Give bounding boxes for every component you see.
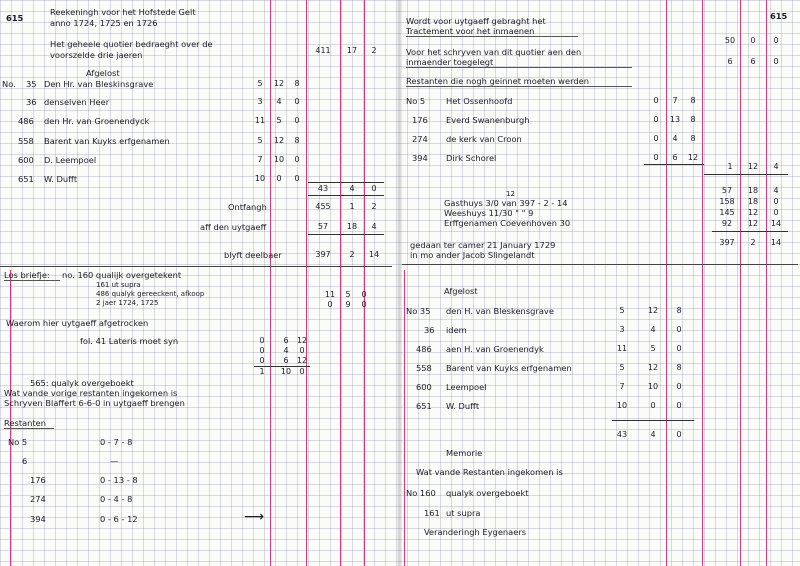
left-blyft-stuivers: 2 xyxy=(349,250,355,259)
row-number: 394 xyxy=(412,153,428,163)
fol-sum-guilders: 1 xyxy=(259,367,265,376)
left-rule-4 xyxy=(364,0,365,566)
left-note-line-1: Het geheele quotier bedraeght over de xyxy=(50,39,213,49)
row-guilders: 3 xyxy=(257,97,263,106)
gasthuys-line: Gasthuys 3/0 van 397 - 2 - 14 xyxy=(444,198,568,208)
left-title-line-2: anno 1724, 1725 en 1726 xyxy=(50,18,158,28)
left-note-line-2: voorszelde drie jaeren xyxy=(50,50,143,60)
memorie-heading: Memorie xyxy=(446,448,483,458)
row-number: 274 xyxy=(412,134,428,144)
memorie-2-text: ut supra xyxy=(446,508,481,518)
rest-value: 0 - 4 - 8 xyxy=(100,494,133,504)
row-number: 176 xyxy=(412,115,428,125)
gedaan-line: gedaan ter camer 21 January 1729 xyxy=(410,240,556,250)
fol-row-2-guilders: 0 xyxy=(259,346,265,355)
row-name: Leempoel xyxy=(446,382,487,392)
row-name: aen H. van Groenendyk xyxy=(446,344,544,354)
col-row-2-stuivers: 18 xyxy=(747,197,759,206)
restanten-heading: Restanten xyxy=(4,418,47,428)
left-uytgaeff-label: aff den uytgaeff xyxy=(200,222,267,232)
row-number: 35 xyxy=(26,79,37,89)
fol-line: fol. 41 Lateris moet syn xyxy=(80,336,179,346)
fol-row-1-penningen: 12 xyxy=(296,336,308,345)
los-value-1-penningen: 0 xyxy=(361,290,367,299)
row-guilders: 5 xyxy=(619,306,625,315)
row-name: Barent van Kuyks erfgenamen xyxy=(446,363,572,373)
los-line-4: 2 jaer 1724, 1725 xyxy=(96,299,159,307)
col-row-1-guilders: 57 xyxy=(721,186,733,195)
row-number: 558 xyxy=(416,363,432,373)
right-sum-penningen: 0 xyxy=(676,430,682,439)
row-name: Dirk Schorel xyxy=(446,153,497,163)
rest-number: 394 xyxy=(30,514,46,524)
row-penningen: 0 xyxy=(294,174,300,183)
right-rest-total-stuivers: 12 xyxy=(747,162,759,171)
left-afgelost-heading: Afgelost xyxy=(86,68,120,78)
weeshuys-line: Weeshuys 11/30 " " 9 xyxy=(444,208,534,218)
left-total-penningen: 2 xyxy=(371,46,377,55)
right-rest-sum-rule xyxy=(644,164,704,165)
right-v1-guilders: 50 xyxy=(724,36,736,45)
row-penningen: 0 xyxy=(676,344,682,353)
row-number: 558 xyxy=(18,136,34,146)
left-blyft-guilders: 397 xyxy=(315,250,331,259)
right-v2-penningen: 0 xyxy=(773,57,779,66)
right-rule-3 xyxy=(740,0,741,566)
left-section-divider xyxy=(0,266,392,267)
right-line-2-underline xyxy=(406,36,578,37)
rest-value: — xyxy=(110,456,119,466)
col-row-2-guilders: 158 xyxy=(719,197,735,206)
los-value-2-guilders: 0 xyxy=(327,300,333,309)
left-ontfangh-guilders: 455 xyxy=(315,202,331,211)
rest-value: 0 - 7 - 8 xyxy=(100,437,133,447)
right-rest-total-penningen: 4 xyxy=(773,162,779,171)
row-stuivers: 10 xyxy=(273,155,285,164)
row-name: Everd Swanenburgh xyxy=(446,115,530,125)
row-number: 36 xyxy=(424,325,435,335)
row-penningen: 8 xyxy=(690,96,696,105)
row-number: No 35 xyxy=(406,306,431,316)
waerom-line: Waerom hier uytgaeff afgetrocken xyxy=(6,318,149,328)
col-row-4-stuivers: 12 xyxy=(747,219,759,228)
book-spine xyxy=(397,0,402,566)
rest-number: No 5 xyxy=(8,437,28,447)
rest-value: 0 - 13 - 8 xyxy=(100,475,138,485)
col-sum-guilders: 397 xyxy=(719,238,735,247)
subtotal-rule-bottom xyxy=(308,195,384,196)
left-uytgaeff-penningen: 4 xyxy=(371,222,377,231)
row-penningen: 12 xyxy=(687,153,699,162)
q565-line-2: Wat vande vorige restanten ingekomen is xyxy=(4,388,178,398)
right-line-1: Wordt voor uytgaeff gebraght het xyxy=(406,16,546,26)
right-rule-1 xyxy=(666,0,667,566)
row-stuivers: 4 xyxy=(672,134,678,143)
right-v1-stuivers: 0 xyxy=(750,36,756,45)
memorie-2-number: 161 xyxy=(424,508,440,518)
los-line-1: no. 160 qualijk overgetekent xyxy=(62,270,182,280)
gasthuys-top-number: 12 xyxy=(506,190,515,198)
row-penningen: 0 xyxy=(294,116,300,125)
right-line-4-underline xyxy=(406,67,632,68)
right-line-3: Voor het schryven van dit quotier aen den xyxy=(406,47,582,57)
right-line-4: inmaender toegelegt xyxy=(406,57,494,67)
col-row-3-guilders: 145 xyxy=(719,208,735,217)
col-row-2-penningen: 0 xyxy=(773,197,779,206)
rest-number: 6 xyxy=(22,456,28,466)
left-uytgaeff-guilders: 57 xyxy=(317,222,329,231)
col-row-4-guilders: 92 xyxy=(721,219,733,228)
los-value-2-stuivers: 9 xyxy=(345,300,351,309)
right-rule-2 xyxy=(702,0,703,566)
left-page-number: 615 xyxy=(6,13,24,23)
row-name: denselven Heer xyxy=(44,97,110,107)
row-stuivers: 4 xyxy=(276,97,282,106)
row-guilders: 7 xyxy=(619,382,625,391)
row-stuivers: 5 xyxy=(650,344,656,353)
fol-row-2-stuivers: 4 xyxy=(283,346,289,355)
row-guilders: 5 xyxy=(257,79,263,88)
row-name: Barent van Kuyks erfgenamen xyxy=(44,136,170,146)
right-sum-guilders: 43 xyxy=(616,430,628,439)
los-line-3: 486 qualyk gereeckent, afkoop xyxy=(96,290,205,298)
memorie-1-text: qualyk overgeboekt xyxy=(446,488,529,498)
row-penningen: 0 xyxy=(676,382,682,391)
row-penningen: 8 xyxy=(676,306,682,315)
right-v2-guilders: 6 xyxy=(727,57,733,66)
row-stuivers: 10 xyxy=(647,382,659,391)
row-name: den Hr. van Groenendyck xyxy=(44,116,150,126)
los-value-1-stuivers: 5 xyxy=(345,290,351,299)
left-total-guilders: 411 xyxy=(315,46,331,55)
row-number: 36 xyxy=(26,97,37,107)
left-subtotal-penningen: 0 xyxy=(371,184,377,193)
rest-value: 0 - 6 - 12 xyxy=(100,514,138,524)
arrow-right-icon: ⟶ xyxy=(244,509,265,525)
right-col-rule-top xyxy=(704,174,788,175)
row-stuivers: 6 xyxy=(672,153,678,162)
fol-row-3-guilders: 0 xyxy=(259,356,265,365)
blyft-rule-top xyxy=(308,234,384,235)
fol-row-3-stuivers: 6 xyxy=(283,356,289,365)
row-guilders: 0 xyxy=(653,115,659,124)
col-row-1-stuivers: 18 xyxy=(747,186,759,195)
row-guilders: 11 xyxy=(616,344,628,353)
col-row-3-stuivers: 12 xyxy=(747,208,759,217)
los-line-2: 161 ut supra xyxy=(96,281,141,289)
row-penningen: 0 xyxy=(294,97,300,106)
row-stuivers: 0 xyxy=(650,401,656,410)
left-ontfangh-stuivers: 1 xyxy=(349,202,355,211)
row-stuivers: 12 xyxy=(647,306,659,315)
right-v1-penningen: 0 xyxy=(773,36,779,45)
left-rule-2 xyxy=(306,0,307,566)
row-stuivers: 13 xyxy=(669,115,681,124)
fol-row-1-guilders: 0 xyxy=(259,336,265,345)
memorie-1-number: No 160 xyxy=(406,488,436,498)
col-row-4-penningen: 14 xyxy=(770,219,782,228)
right-line-2: Tractement voor het inmaenen xyxy=(406,26,535,36)
row-stuivers: 12 xyxy=(273,79,285,88)
right-line-5: Restanten die nogh geinnet moeten werden xyxy=(406,76,589,86)
left-ontfangh-penningen: 2 xyxy=(371,202,377,211)
wat-line: Wat vande Restanten ingekomen is xyxy=(416,467,563,477)
row-name: W. Dufft xyxy=(44,174,78,184)
left-title-line-1: Reekeningh voor het Hofstede Gelt xyxy=(50,7,196,17)
row-penningen: 0 xyxy=(294,155,300,164)
row-penningen: 0 xyxy=(676,325,682,334)
col-sum-penningen: 14 xyxy=(770,238,782,247)
fol-row-3-penningen: 12 xyxy=(296,356,308,365)
row-guilders: 10 xyxy=(254,174,266,183)
row-guilders: 10 xyxy=(616,401,628,410)
row-name: D. Leempoel xyxy=(44,155,97,165)
row-penningen: 8 xyxy=(294,79,300,88)
row-stuivers: 12 xyxy=(273,136,285,145)
left-blyft-penningen: 14 xyxy=(368,250,380,259)
row-name: idem xyxy=(446,325,467,335)
row-number: 600 xyxy=(416,382,432,392)
fol-sum-stuivers: 10 xyxy=(280,367,292,376)
fol-row-2-penningen: 0 xyxy=(299,346,305,355)
row-penningen: 8 xyxy=(690,115,696,124)
row-name: Den Hr. van Bleskinsgrave xyxy=(44,79,154,89)
row-number: 600 xyxy=(18,155,34,165)
los-value-1-guilders: 11 xyxy=(324,290,336,299)
row-penningen: 8 xyxy=(294,136,300,145)
fol-sum-penningen: 0 xyxy=(299,367,305,376)
right-sum-rule xyxy=(612,420,694,421)
los-briefje-label: Los briefje: xyxy=(4,270,50,280)
right-sum-stuivers: 4 xyxy=(650,430,656,439)
row-guilders: 5 xyxy=(619,363,625,372)
left-total-stuivers: 17 xyxy=(346,46,358,55)
left-uytgaeff-stuivers: 18 xyxy=(346,222,358,231)
row-penningen: 0 xyxy=(676,401,682,410)
right-margin-rule xyxy=(404,270,405,566)
row-name: Het Ossenhoofd xyxy=(446,96,513,106)
row-stuivers: 4 xyxy=(650,325,656,334)
restanten-underline xyxy=(4,428,54,429)
row-stuivers: 12 xyxy=(647,363,659,372)
right-afgelost-heading: Afgelost xyxy=(444,286,478,296)
row-number: 651 xyxy=(416,401,432,411)
col-row-3-penningen: 0 xyxy=(773,208,779,217)
row-number: 486 xyxy=(18,116,34,126)
left-subtotal-guilders: 43 xyxy=(317,184,329,193)
row-guilders: 0 xyxy=(653,96,659,105)
los-briefje-underline xyxy=(4,280,60,281)
right-v2-stuivers: 6 xyxy=(750,57,756,66)
rest-number: 274 xyxy=(30,494,46,504)
rest-number: 176 xyxy=(30,475,46,485)
q565-line-3: Schryven Blaffert 6-6-0 in uytgaeff brengen xyxy=(4,398,185,408)
row-number: No 5 xyxy=(406,96,426,106)
row-penningen: 8 xyxy=(690,134,696,143)
row-number: 651 xyxy=(18,174,34,184)
los-value-2-penningen: 0 xyxy=(361,300,367,309)
col-row-1-penningen: 4 xyxy=(773,186,779,195)
row-stuivers: 0 xyxy=(276,174,282,183)
subtotal-rule-top xyxy=(308,182,384,183)
col-sum-rule xyxy=(712,231,788,232)
signature-line: in mo ander Jacob Slingelandt xyxy=(410,250,535,260)
left-subtotal-stuivers: 4 xyxy=(349,184,355,193)
erffgenamen-line: Erffgenamen Coevenhoven 30 xyxy=(444,218,571,228)
left-rule-3 xyxy=(340,0,341,566)
row-name: de kerk van Croon xyxy=(446,134,522,144)
left-ontfangh-label: Ontfangh xyxy=(228,202,267,212)
col-sum-stuivers: 2 xyxy=(750,238,756,247)
row-penningen: 8 xyxy=(676,363,682,372)
row-guilders: 11 xyxy=(254,116,266,125)
row-name: den H. van Bleskensgrave xyxy=(446,306,554,316)
right-rule-4 xyxy=(766,0,767,566)
row-name: W. Dufft xyxy=(446,401,480,411)
row-guilders: 0 xyxy=(653,153,659,162)
q565-line-1: 565: qualyk overgeboekt xyxy=(30,378,134,388)
left-no-label: No. xyxy=(2,79,16,89)
right-line-5-underline xyxy=(406,86,632,87)
right-page-number: 615 xyxy=(770,11,788,21)
row-guilders: 5 xyxy=(257,136,263,145)
left-blyft-label: blyft deelbaer xyxy=(224,250,282,260)
fol-row-1-stuivers: 6 xyxy=(283,336,289,345)
row-stuivers: 5 xyxy=(276,116,282,125)
row-number: 486 xyxy=(416,344,432,354)
row-guilders: 7 xyxy=(257,155,263,164)
right-section-divider xyxy=(402,264,798,265)
right-rest-total-guilders: 1 xyxy=(727,162,733,171)
row-guilders: 0 xyxy=(653,134,659,143)
verandering-line: Veranderingh Eygenaers xyxy=(424,527,527,537)
row-guilders: 3 xyxy=(619,325,625,334)
row-stuivers: 7 xyxy=(672,96,678,105)
